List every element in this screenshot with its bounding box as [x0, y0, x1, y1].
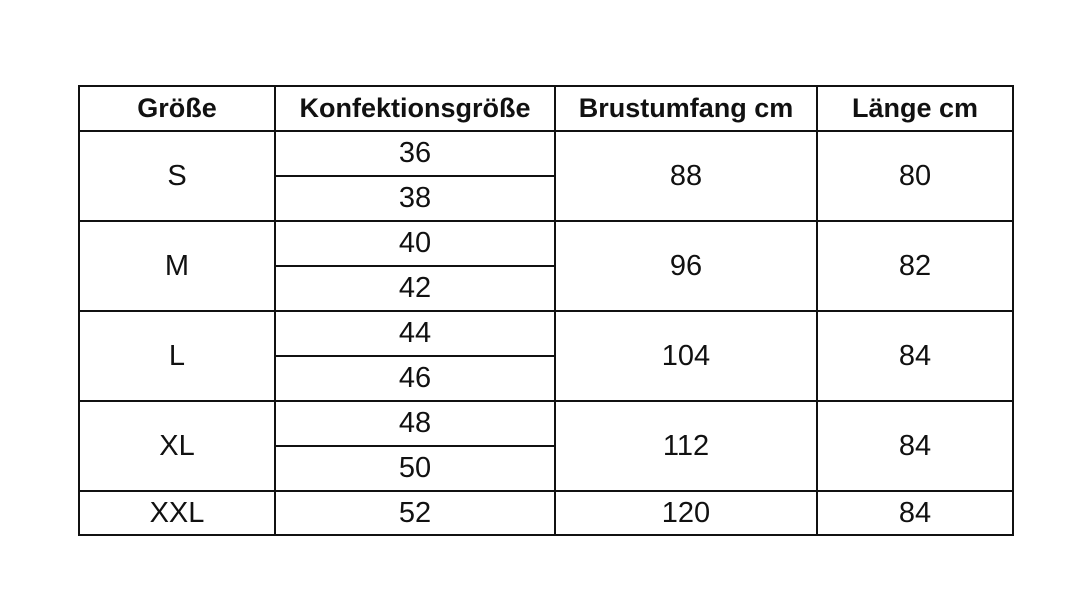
konfektion-cell: 38: [275, 176, 555, 221]
size-chart-table: [78, 85, 1014, 536]
size-cell: XL: [79, 401, 275, 491]
konfektion-cell: 48: [275, 401, 555, 446]
table-row: [79, 401, 1013, 446]
header-laenge: Länge cm: [817, 86, 1013, 131]
konfektion-cell: 42: [275, 266, 555, 311]
brustumfang-cell: 88: [555, 131, 817, 221]
konfektion-cell: 36: [275, 131, 555, 176]
laenge-cell: 84: [817, 311, 1013, 401]
table-row: [79, 221, 1013, 266]
konfektion-cell: 44: [275, 311, 555, 356]
header-row: [79, 86, 1013, 131]
table-row: [79, 131, 1013, 176]
size-cell: L: [79, 311, 275, 401]
laenge-cell: 84: [817, 401, 1013, 491]
brustumfang-cell: 104: [555, 311, 817, 401]
size-cell: S: [79, 131, 275, 221]
size-cell: M: [79, 221, 275, 311]
table-row: [79, 491, 1013, 535]
brustumfang-cell: 96: [555, 221, 817, 311]
brustumfang-cell: 120: [555, 491, 817, 535]
header-brustumfang: Brustumfang cm: [555, 86, 817, 131]
laenge-cell: 80: [817, 131, 1013, 221]
konfektion-cell: 50: [275, 446, 555, 491]
konfektion-cell: 52: [275, 491, 555, 535]
size-cell: XXL: [79, 491, 275, 535]
table-row: [79, 311, 1013, 356]
header-konfektionsgroesse: Konfektionsgröße: [275, 86, 555, 131]
konfektion-cell: 46: [275, 356, 555, 401]
konfektion-cell: 40: [275, 221, 555, 266]
laenge-cell: 84: [817, 491, 1013, 535]
laenge-cell: 82: [817, 221, 1013, 311]
brustumfang-cell: 112: [555, 401, 817, 491]
header-groesse: Größe: [79, 86, 275, 131]
